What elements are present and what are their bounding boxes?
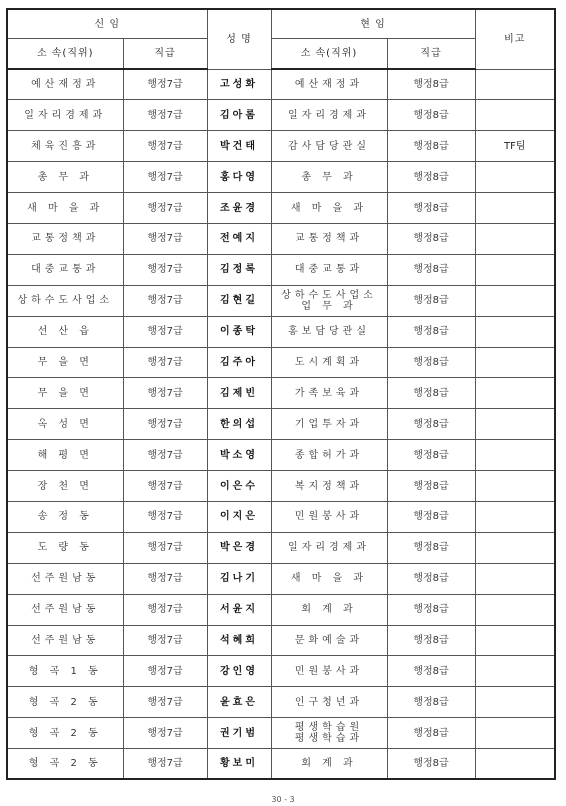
new-dept-cell: 교통정책과 [7,223,123,254]
current-dept-header: 소 속(직위) [271,39,387,70]
new-dept-cell: 상하수도사업소 [7,285,123,316]
name-cell: 김나기 [207,563,271,594]
new-rank-cell: 행정7급 [123,471,207,502]
table-body [7,69,555,779]
current-rank-header: 직급 [387,39,475,70]
current-rank-cell: 행정8급 [387,100,475,131]
new-rank-cell: 행정7급 [123,532,207,563]
table-row [7,594,555,625]
current-dept-cell: 평생학습원 평생학습과 [271,718,387,749]
new-dept-cell: 총 무 과 [7,162,123,193]
new-rank-cell: 행정7급 [123,625,207,656]
name-cell: 고성화 [207,69,271,100]
note-cell [475,409,555,440]
new-dept-cell: 해 평 면 [7,440,123,471]
new-dept-cell: 대중교통과 [7,254,123,285]
note-cell [475,532,555,563]
table-row [7,687,555,718]
current-rank-cell: 행정8급 [387,749,475,780]
note-cell [475,749,555,780]
note-cell [475,347,555,378]
new-rank-cell: 행정7급 [123,749,207,780]
current-dept-cell: 문화예술과 [271,625,387,656]
note-cell [475,563,555,594]
note-cell [475,687,555,718]
personnel-table [6,8,556,780]
new-dept-cell: 선주원남동 [7,563,123,594]
current-rank-cell: 행정8급 [387,285,475,316]
name-cell: 김정록 [207,254,271,285]
name-cell: 김주아 [207,347,271,378]
name-cell: 홍다영 [207,162,271,193]
name-cell: 윤효은 [207,687,271,718]
note-cell [475,316,555,347]
current-dept-cell: 총 무 과 [271,162,387,193]
note-cell [475,69,555,100]
current-dept-cell: 상하수도사업소 업 무 과 [271,285,387,316]
note-cell [475,594,555,625]
name-cell: 황보미 [207,749,271,780]
current-rank-cell: 행정8급 [387,625,475,656]
current-rank-cell: 행정8급 [387,254,475,285]
current-rank-cell: 행정8급 [387,440,475,471]
new-rank-cell: 행정7급 [123,193,207,224]
table-row [7,749,555,780]
current-dept-cell: 회 계 과 [271,749,387,780]
new-rank-cell: 행정7급 [123,69,207,100]
new-rank-cell: 행정7급 [123,254,207,285]
new-rank-cell: 행정7급 [123,131,207,162]
current-rank-cell: 행정8급 [387,718,475,749]
current-rank-cell: 행정8급 [387,162,475,193]
current-rank-cell: 행정8급 [387,501,475,532]
new-dept-cell: 도 량 동 [7,532,123,563]
note-cell [475,471,555,502]
new-post-header: 신 임 [7,9,207,39]
current-dept-cell: 대중교통과 [271,254,387,285]
name-cell: 이종탁 [207,316,271,347]
new-rank-cell: 행정7급 [123,223,207,254]
current-dept-cell: 홍보담당관실 [271,316,387,347]
current-rank-cell: 행정8급 [387,378,475,409]
table-row [7,718,555,749]
note-cell [475,285,555,316]
name-cell: 박건태 [207,131,271,162]
note-cell [475,718,555,749]
note-cell [475,254,555,285]
table-row [7,656,555,687]
table-row [7,471,555,502]
new-dept-cell: 선주원남동 [7,625,123,656]
current-dept-cell: 기업투자과 [271,409,387,440]
current-dept-cell: 민원봉사과 [271,656,387,687]
current-rank-cell: 행정8급 [387,687,475,718]
new-rank-cell: 행정7급 [123,718,207,749]
current-post-header: 현 임 [271,9,475,39]
current-dept-cell: 새 마 을 과 [271,193,387,224]
current-dept-cell: 종합허가과 [271,440,387,471]
note-cell: TF팀 [475,131,555,162]
current-rank-cell: 행정8급 [387,316,475,347]
new-dept-cell: 체육진흥과 [7,131,123,162]
table-row [7,131,555,162]
current-dept-cell: 가족보육과 [271,378,387,409]
new-dept-cell: 형 곡 2 동 [7,749,123,780]
new-rank-cell: 행정7급 [123,162,207,193]
name-cell: 박소영 [207,440,271,471]
new-dept-cell: 예산재정과 [7,69,123,100]
name-cell: 조윤경 [207,193,271,224]
name-cell: 김제빈 [207,378,271,409]
table-row [7,625,555,656]
current-rank-cell: 행정8급 [387,563,475,594]
note-header: 비고 [475,9,555,69]
new-rank-cell: 행정7급 [123,501,207,532]
name-cell: 박은경 [207,532,271,563]
current-dept-cell: 감사담당관실 [271,131,387,162]
new-dept-cell: 옥 성 면 [7,409,123,440]
new-dept-cell: 송 정 동 [7,501,123,532]
new-rank-cell: 행정7급 [123,409,207,440]
current-dept-cell: 일자리경제과 [271,100,387,131]
name-cell: 서윤지 [207,594,271,625]
note-cell [475,501,555,532]
new-rank-cell: 행정7급 [123,100,207,131]
table-row [7,563,555,594]
current-dept-cell: 회 계 과 [271,594,387,625]
table-row [7,193,555,224]
current-rank-cell: 행정8급 [387,347,475,378]
current-dept-cell: 새 마 을 과 [271,563,387,594]
table-row [7,254,555,285]
new-dept-cell: 선주원남동 [7,594,123,625]
note-cell [475,193,555,224]
new-rank-cell: 행정7급 [123,656,207,687]
table-row [7,285,555,316]
table-row [7,409,555,440]
name-cell: 강인영 [207,656,271,687]
table-row [7,532,555,563]
note-cell [475,100,555,131]
new-rank-cell: 행정7급 [123,316,207,347]
name-cell: 김현길 [207,285,271,316]
note-cell [475,223,555,254]
name-cell: 전예지 [207,223,271,254]
new-dept-cell: 일자리경제과 [7,100,123,131]
new-dept-cell: 무 을 면 [7,347,123,378]
current-rank-cell: 행정8급 [387,594,475,625]
new-dept-header: 소 속(직위) [7,39,123,70]
table-row [7,378,555,409]
name-cell: 한의섭 [207,409,271,440]
new-dept-cell: 형 곡 1 동 [7,656,123,687]
new-rank-cell: 행정7급 [123,440,207,471]
new-dept-cell: 선 산 읍 [7,316,123,347]
current-dept-cell: 일자리경제과 [271,532,387,563]
table-row [7,69,555,100]
new-rank-cell: 행정7급 [123,378,207,409]
new-rank-cell: 행정7급 [123,563,207,594]
name-cell: 석혜희 [207,625,271,656]
table-row [7,162,555,193]
current-rank-cell: 행정8급 [387,532,475,563]
new-rank-cell: 행정7급 [123,594,207,625]
current-rank-cell: 행정8급 [387,471,475,502]
new-dept-cell: 무 을 면 [7,378,123,409]
name-cell: 권기범 [207,718,271,749]
note-cell [475,440,555,471]
current-dept-cell: 도시계획과 [271,347,387,378]
new-dept-cell: 형 곡 2 동 [7,718,123,749]
new-rank-cell: 행정7급 [123,285,207,316]
current-rank-cell: 행정8급 [387,69,475,100]
current-dept-cell: 인구청년과 [271,687,387,718]
current-dept-cell: 복지정책과 [271,471,387,502]
current-dept-cell: 예산재정과 [271,69,387,100]
new-dept-cell: 형 곡 2 동 [7,687,123,718]
table-row [7,316,555,347]
current-rank-cell: 행정8급 [387,656,475,687]
current-rank-cell: 행정8급 [387,223,475,254]
note-cell [475,656,555,687]
page-number: 30 - 3 [271,795,295,804]
name-cell: 이지은 [207,501,271,532]
current-dept-cell: 교통정책과 [271,223,387,254]
table-row [7,100,555,131]
current-dept-cell: 민원봉사과 [271,501,387,532]
table-row [7,347,555,378]
name-header: 성 명 [207,9,271,69]
new-rank-header: 직급 [123,39,207,70]
new-rank-cell: 행정7급 [123,687,207,718]
new-dept-cell: 장 천 면 [7,471,123,502]
new-dept-cell: 새 마 을 과 [7,193,123,224]
current-rank-cell: 행정8급 [387,131,475,162]
table-row [7,223,555,254]
note-cell [475,162,555,193]
table-row [7,440,555,471]
name-cell: 김아롬 [207,100,271,131]
current-rank-cell: 행정8급 [387,409,475,440]
note-cell [475,378,555,409]
name-cell: 이은수 [207,471,271,502]
current-rank-cell: 행정8급 [387,193,475,224]
new-rank-cell: 행정7급 [123,347,207,378]
table-row [7,501,555,532]
note-cell [475,625,555,656]
